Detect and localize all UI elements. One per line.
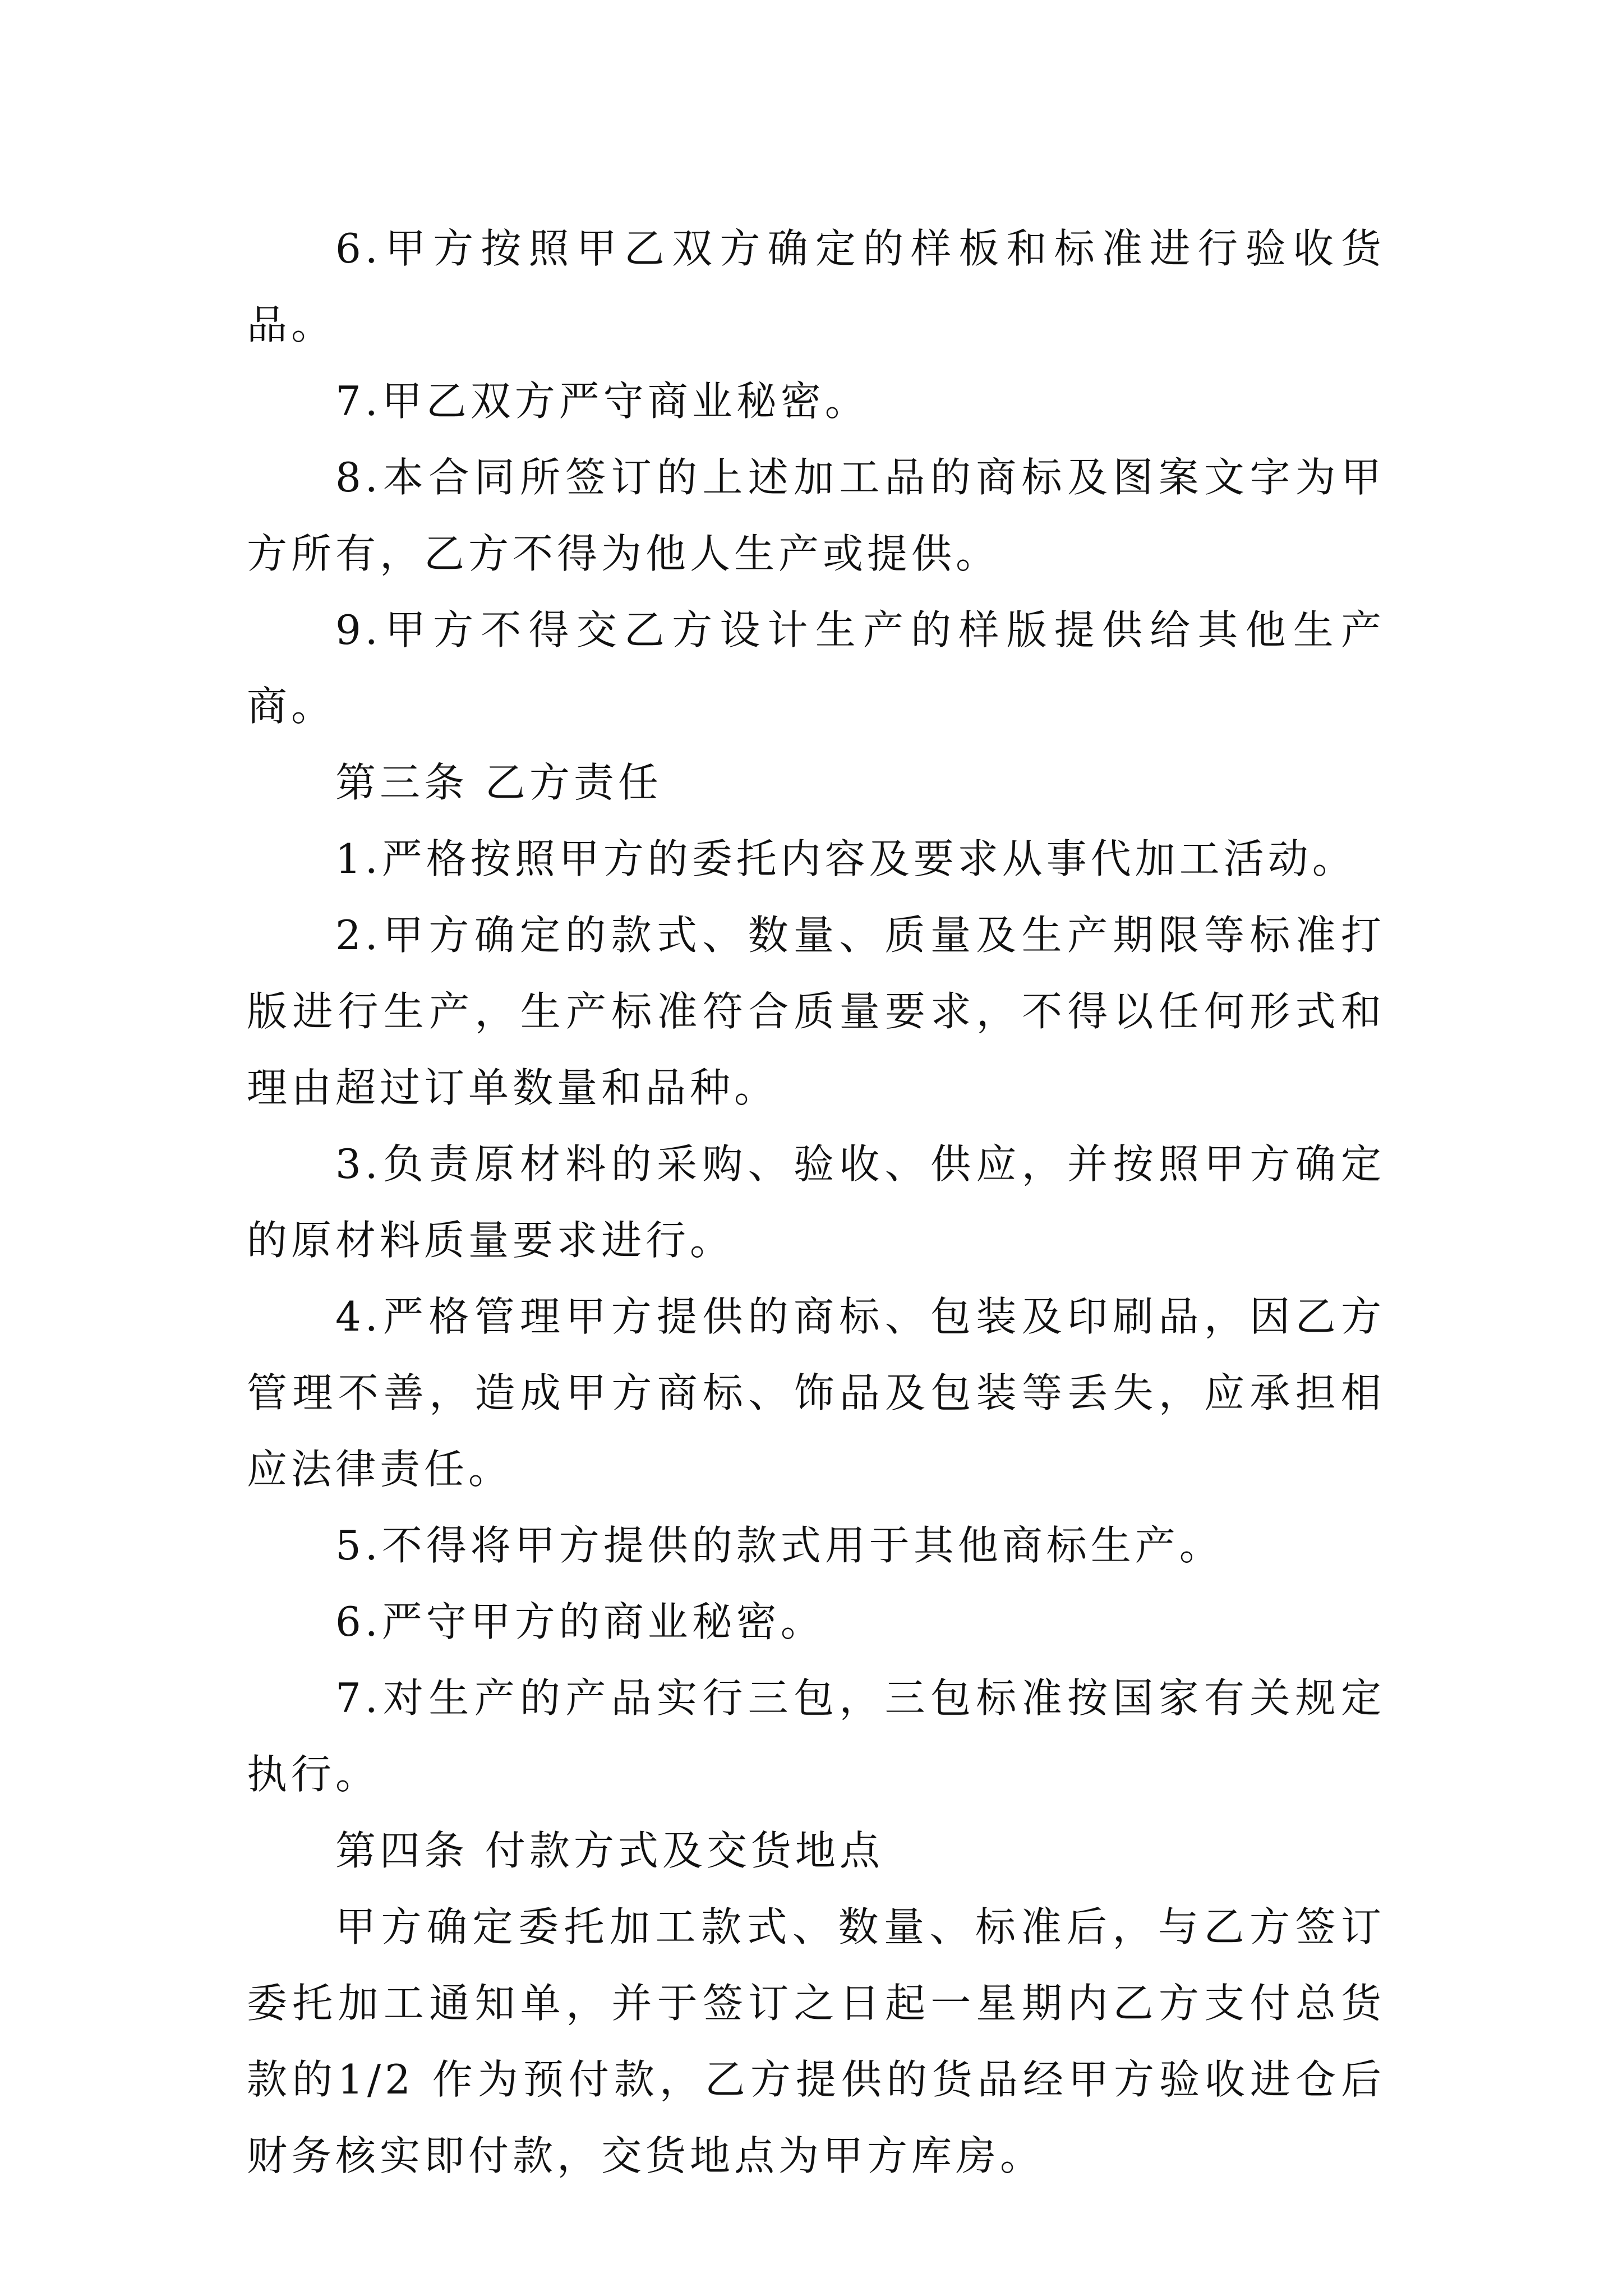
clause-7-trade-secrets: 7.甲乙双方严守商业秘密。 bbox=[335, 378, 869, 425]
party-b-clause-2: 2.甲方确定的款式、数量、质量及生产期限等标准打版进行生产，生产标准符合质量要求，不得以任何形式和理由超过订单数量和品种。 bbox=[247, 912, 1385, 1111]
party-b-clause-1: 1.严格按照甲方的委托内容及要求从事代加工活动。 bbox=[335, 835, 1357, 882]
party-b-clause-3: 3.负责原材料的采购、验收、供应，并按照甲方确定的原材料质量要求进行。 bbox=[247, 1140, 1385, 1264]
contract-page bbox=[247, 210, 1385, 2194]
party-b-clause-7: 7.对生产的产品实行三包，三包标准按国家有关规定执行。 bbox=[247, 1674, 1385, 1798]
article-3-heading: 第三条 乙方责任 bbox=[335, 759, 662, 806]
party-b-clause-4: 4.严格管理甲方提供的商标、包装及印刷品，因乙方管理不善，造成甲方商标、饰品及包装等丢失，应承担相应法律责任。 bbox=[247, 1293, 1385, 1493]
party-b-clause-5: 5.不得将甲方提供的款式用于其他商标生产。 bbox=[335, 1522, 1224, 1569]
article-4-heading: 第四条 付款方式及交货地点 bbox=[335, 1827, 884, 1874]
payment-and-delivery-paragraph: 甲方确定委托加工款式、数量、标准后，与乙方签订委托加工通知单，并于签订之日起一星期内乙方支付总货款的1/2 作为预付款，乙方提供的货品经甲方验收进仓后财务核实即付款，交货地点为甲方库房。 bbox=[247, 1903, 1385, 2179]
clause-6-party-a-inspection: 6.甲方按照甲乙双方确定的样板和标准进行验收货品。 bbox=[247, 225, 1385, 348]
clause-9-sample-restriction: 9.甲方不得交乙方设计生产的样版提供给其他生产商。 bbox=[247, 606, 1385, 730]
clause-8-trademark-ownership: 8.本合同所签订的上述加工品的商标及图案文字为甲方所有，乙方不得为他人生产或提供。 bbox=[247, 454, 1385, 577]
party-b-clause-6: 6.严守甲方的商业秘密。 bbox=[335, 1598, 825, 1645]
